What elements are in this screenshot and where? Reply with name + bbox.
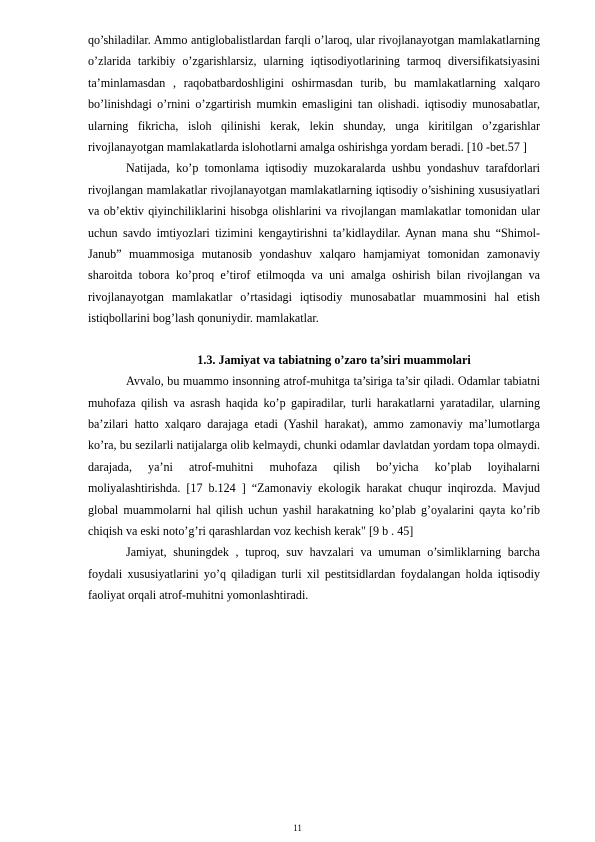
document-page <box>88 30 540 607</box>
paragraph-continued: qo’shiladilar. Ammo antiglobalistlardan farqli o’laroq, ular rivojlanayotgan mamlakatlarning o’zlarida tarkibiy o’zgarishlarsiz, ularning iqtisodiyotlarining tarmoq diversifikatsiyasini ta’minlamasdan , raqobatbardoshligini oshirmasdan turib, bu mamlakatlarning xalqaro bo’linishdagi o’rnini o’zgartirish mumkin emasligini tan olishadi. iqtisodiy munosabatlar, ularning fikricha, isloh qilinishi kerak, lekin shunday, unga kiritilgan o’zgarishlar rivojlanayotgan mamlakatlarda islohotlarni amalga oshirishga yordam beradi. [10 -bet.57 ] <box>88 33 540 155</box>
section-heading: 1.3. Jamiyat va tabiatning o’zaro ta’siri muammolari <box>197 352 471 367</box>
paragraph-pesticides: Jamiyat, shuningdek , tuproq, suv havzalari va umuman o’simliklarning barcha foydali xususiyatlarini yo’q qiladigan turli xil pestitsidlardan foydalangan holda iqtisodiy faoliyat orqali atrof-muhitni yomonlashtiradi. <box>88 545 540 603</box>
paragraph-environment: Avvalo, bu muammo insonning atrof-muhitga ta’siriga ta’sir qiladi. Odamlar tabiatni muhofaza qilish va asrash haqida ko’p gapiradilar, turli harakatlarni yaratadilar, ularning ba’zilari hatto xalqaro darajaga etadi (Yashil harakat), ammo zamonaviy ma’lumotlarga ko’ra, bu sezilarli natijalarga olib kelmaydi, chunki odamlar davlatdan yordam topa olmaydi. darajada, ya’ni atrof-muhitni muhofaza qilish bo’yicha ko’plab loyihalarni moliyalashtirishda. [17 b.124 ] “Zamonaviy ekologik harakat chuqur inqirozda. Mavjud global muammolarni hal qilish uchun yashil harakatning ko’plab g’oyalarini qayta ko’rib chiqish va eski noto’g’ri qarashlardan voz kechish kerak" [9 b . 45] <box>88 374 540 538</box>
paragraph-north-south: Natijada, ko’p tomonlama iqtisodiy muzokaralarda ushbu yondashuv tarafdorlari rivojlangan mamlakatlar rivojlanayotgan mamlakatlarning iqtisodiy o’sishining xususiyatlari va ob’ektiv qiyinchiliklarini hisobga olishlarini va rivojlangan mamlakatlar tomonidan ular uchun savdo imtiyozlari tizimini kengaytirishni ta’kidlaydilar. Aynan mana shu “Shimol-Janub” muammosiga mutanosib yondashuv xalqaro hamjamiyat tomonidan zamonaviy sharoitda tobora ko’proq e’tirof etilmoqda va uni amalga oshirish bilan rivojlangan va rivojlanayotgan mamlakatlar o’rtasidagi iqtisodiy munosabatlar muammosini hal etish istiqbollarini bog’lash qonuniydir. mamlakatlar. <box>88 161 540 326</box>
spacer <box>88 330 540 345</box>
page-number: 11 <box>293 823 302 833</box>
